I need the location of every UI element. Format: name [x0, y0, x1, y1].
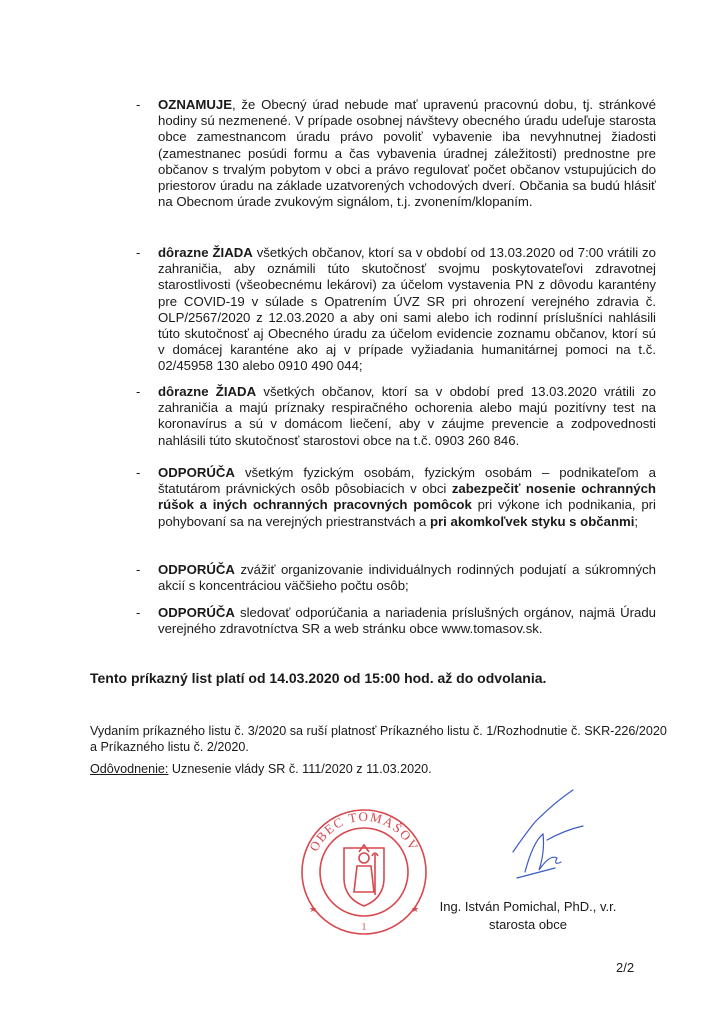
item-keyword: dôrazne ŽIADA [158, 245, 253, 260]
signer-name: Ing. István Pomichal, PhD., v.r. [439, 899, 617, 914]
item-keyword: ODPORÚČA [158, 605, 235, 620]
official-seal-icon [299, 800, 429, 940]
reasoning-label: Odôvodnenie: [90, 762, 169, 776]
seal-text: OBEC TOMÁŠOV [306, 808, 422, 854]
svg-text:★: ★ [411, 905, 420, 915]
item-text: ; [634, 513, 639, 529]
list-dash: - [136, 97, 141, 112]
item-text: sledovať odporúčania a nariadenia príslušných orgánov, najmä Úradu verejného zdravotníctva SR a web stránku obce www.tomasov.sk. [158, 605, 656, 637]
list-dash: - [136, 245, 141, 260]
list-item [136, 465, 656, 530]
reasoning [90, 762, 670, 778]
list-item [136, 605, 656, 637]
list-item [136, 245, 656, 375]
signer-title: starosta obce [488, 917, 568, 932]
item-keyword: ODPORÚČA [158, 562, 235, 577]
item-text: pri výkone ich podnikania, pri pohybovaní sa na verejných priestranstvách a [158, 497, 656, 529]
item-text: všetkých občanov, ktorí sa v období pred 13.03.2020 vrátili zo zahraničia a majú príznaky respiračného ochorenia alebo majú pozitívny test na koronavírus a sú v domácom liečení, aby v záujme prevencie a zodpovednosti nahlásili túto skutočnosť starostovi obce na t.č. 0903 260 846. [158, 384, 657, 448]
item-keyword: OZNAMUJE [158, 97, 232, 112]
svg-text:★: ★ [309, 905, 318, 915]
item-text: všetkým fyzickým osobám, fyzickým osobám – podnikateľom a štatutárom právnických osôb pôsobiacich v obci [158, 465, 656, 497]
page-number: 2/2 [616, 960, 635, 975]
item-bold-text: pri akomkoľvek styku s občanmi [429, 513, 635, 529]
list-dash: - [136, 562, 141, 577]
cancellation-note: Vydaním príkazného listu č. 3/2020 sa ruší platnosť Príkazného listu č. 1/Rozhodnutie č. SKR-226/2020 a Príkazného listu č. 2/2020. [90, 724, 667, 754]
list-dash: - [136, 384, 141, 399]
list-dash: - [136, 605, 141, 620]
list-item [136, 384, 656, 449]
item-keyword: ODPORÚČA [158, 465, 235, 480]
signature-icon [495, 782, 595, 892]
list-dash: - [136, 465, 141, 480]
signer-block [428, 898, 628, 934]
seal-number: 1 [361, 922, 367, 933]
reasoning-text: Uznesenie vlády SR č. 111/2020 z 11.03.2020. [168, 762, 432, 776]
list-item [136, 562, 656, 594]
svg-text:OBEC TOMÁŠOV [306, 809, 422, 854]
item-text: , že Obecný úrad nebude mať upravenú pracovnú dobu, tj. stránkové hodiny sú nezmenené. V prípade osobnej návštevy obecného úradu udeľuje starosta obce zamestnancom úradu právo povoliť vybavenie iba nevyhnutnej žiadosti (zamestnanec posúdi formu a čas vybavenia úradnej záležitosti) prednostne pre občanov s trvalým pobytom v obci a právo regulovať počet občanov vstupujúcich do priestorov úradu na základe uzatvorených vchodových dverí. Občania sa budú hlásiť na Obecnom úrade zvukovým signálom, t.j. zvonením/klopaním. [158, 97, 656, 210]
item-bold-text: zabezpečiť nosenie ochranných rúšok a iných ochranných pracovných pomôcok [158, 481, 656, 513]
item-text: všetkých občanov, ktorí sa v období od 13.03.2020 od 7:00 vrátili zo zahraničia, aby oznámili túto skutočnosť svojmu poskytovateľovi zdravotnej starostlivosti (všeobecnému lekárovi) za účelom vystavenia PN z dôvodu karantény pre COVID-19 v súlade s Opatrením ÚVZ SR pri ohrození verejného zdravia č. OLP/2567/2020 z 12.03.2020 a aby oni sami alebo ich rodinní príslušníci nahlásili túto skutočnosť aj Obecného úradu za účelom evidencie zoznamu občanov, ktorí sú v domácej karanténe ako aj v prípade vyžiadania humanitárnej pomoci na t.č. 02/45958 130 alebo 0910 490 044; [158, 245, 656, 374]
item-keyword: dôrazne ŽIADA [158, 384, 257, 399]
item-text: zvážiť organizovanie individuálnych rodinných podujatí a súkromných akcií s koncentráciou väčšieho počtu osôb; [158, 562, 656, 594]
validity-statement: Tento príkazný list platí od 14.03.2020 od 15:00 hod. až do odvolania. [90, 670, 547, 686]
list-item [136, 97, 656, 210]
